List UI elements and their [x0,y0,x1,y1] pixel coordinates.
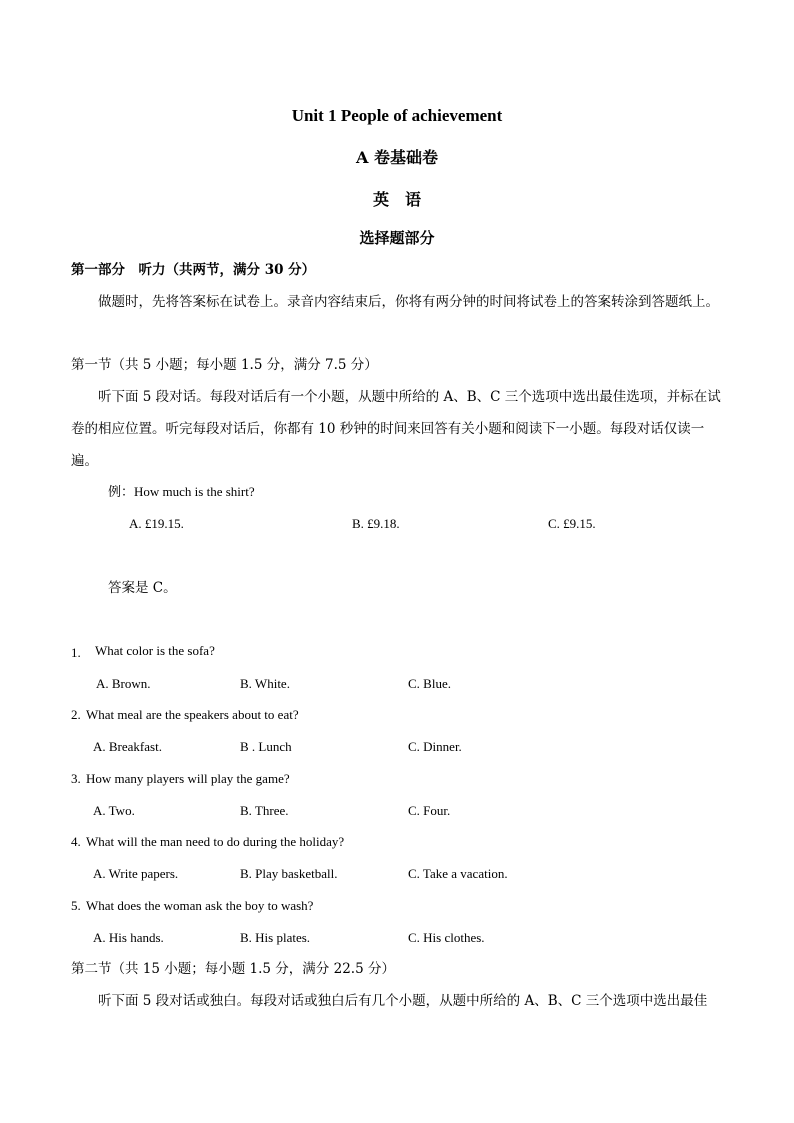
example-option-c: C. £9.15. [548,516,596,531]
unit-title: Unit 1 People of achievement [291,106,503,125]
example-question: 例：How much is the shirt? [108,484,255,499]
part1-heading: 第一节（共 5 小题；每小题 1.5 分，满分 7.5 分） [71,357,378,373]
option-c: C. Dinner. [408,739,462,754]
question-text: What meal are the speakers about to eat? [86,707,299,722]
option-c: C. Four. [408,803,451,818]
option-c: C. His clothes. [408,930,485,945]
option-a: A. Write papers. [93,866,179,881]
option-b: B. Three. [240,803,289,818]
question-number: 4. [71,834,81,849]
subject-title: 英 语 [372,190,421,209]
option-c: C. Take a vacation. [408,866,508,881]
option-a: A. His hands. [93,930,164,945]
question-number: 2. [71,707,81,722]
question-text: How many players will play the game? [86,771,290,786]
part2-instruction: 听下面 5 段对话或独白。每段对话或独白后有几个小题，从题中所给的 A、B、C 三个选项中选出最佳 [98,993,708,1009]
option-c: C. Blue. [408,676,451,691]
option-a: A. Breakfast. [93,739,162,754]
option-b: B . Lunch [240,739,292,754]
question-number: 5. [71,898,81,913]
option-b: B. Play basketball. [240,866,338,881]
question-text: What will the man need to do during the holiday? [86,834,345,849]
volume-title: A 卷基础卷 [356,148,438,167]
question-number: 3. [71,771,81,786]
question-number: 1. [71,645,81,660]
section1-instruction: 做题时，先将答案标在试卷上。录音内容结束后，你将有两分钟的时间将试卷上的答案转涂到答题纸上。 [98,294,719,310]
question-text: What color is the sofa? [95,643,215,658]
example-option-a: A. £19.15. [129,516,184,531]
part1-instruction: 听下面 5 段对话。每段对话后有一个小题，从题中所给的 A、B、C 三个选项中选出最佳选项，并标在试卷的相应位置。听完每段对话后，你都有 10 秒钟的时间来回答有关小题和阅读下一小题。每段对话仅读一遍。 [71,389,721,469]
part2-heading: 第二节（共 15 小题；每小题 1.5 分，满分 22.5 分） [71,961,395,977]
option-a: A. Brown. [96,676,151,691]
option-a: A. Two. [93,803,135,818]
option-b: B. His plates. [240,930,311,945]
section1-heading: 第一部分 听力（共两节，满分 30 分） [71,262,316,278]
option-b: B. White. [240,676,290,691]
example-answer: 答案是 C。 [108,580,177,596]
example-option-b: B. £9.18. [352,516,400,531]
part-label: 选择题部分 [359,229,435,247]
question-text: What does the woman ask the boy to wash? [86,898,314,913]
